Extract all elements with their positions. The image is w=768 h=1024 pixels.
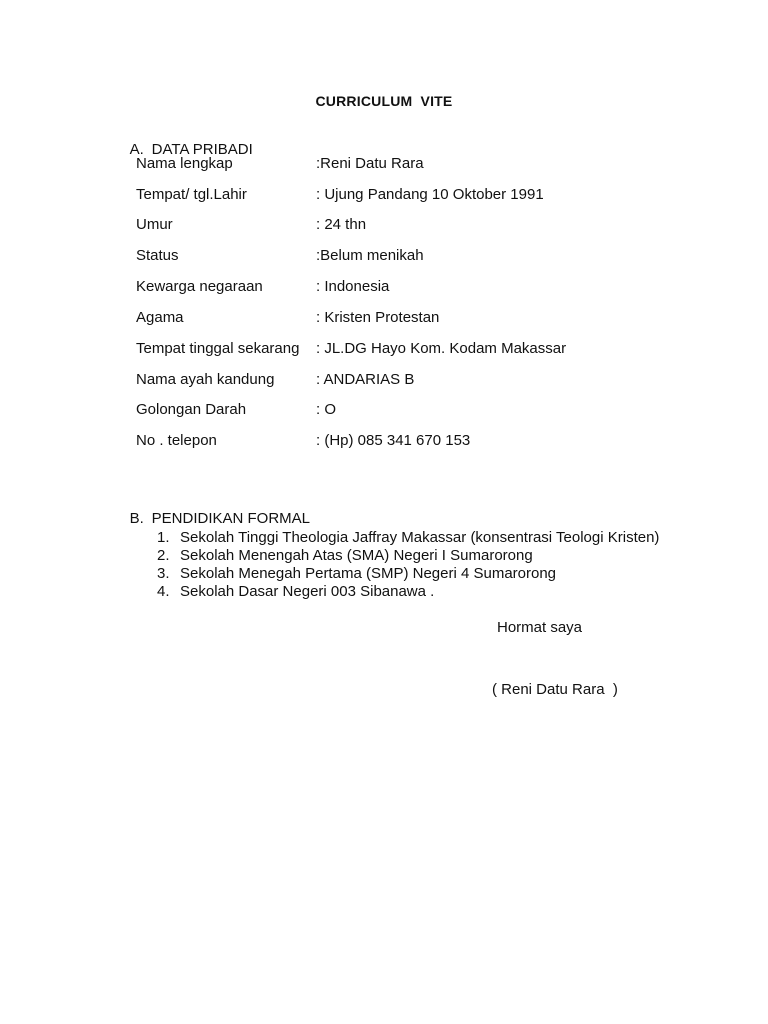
field-value: : 24 thn — [316, 216, 367, 233]
field-label: No . telepon — [136, 432, 217, 449]
field-value: : Ujung Pandang 10 Oktober 1991 — [316, 186, 544, 203]
field-value: :Belum menikah — [316, 247, 424, 264]
field-label: Tempat/ tgl.Lahir — [136, 186, 247, 203]
field-label: Nama lengkap — [136, 155, 233, 172]
list-number: 3. — [157, 565, 170, 582]
personal-data-row — [136, 432, 736, 452]
field-value: : Indonesia — [316, 278, 390, 295]
field-label: Kewarga negaraan — [136, 278, 263, 295]
field-value: : ANDARIAS B — [316, 371, 415, 388]
personal-data-row — [136, 309, 736, 329]
personal-data-row — [136, 278, 736, 298]
field-label: Golongan Darah — [136, 401, 247, 418]
closing-salutation: Hormat saya — [497, 619, 583, 636]
personal-data-row — [136, 401, 736, 421]
field-label: Status — [136, 247, 179, 264]
field-value: : (Hp) 085 341 670 153 — [316, 432, 471, 449]
field-label: Tempat tinggal sekarang — [136, 340, 300, 357]
field-value: : JL.DG Hayo Kom. Kodam Makassar — [316, 340, 567, 357]
signature-name: ( Reni Datu Rara ) — [492, 681, 618, 698]
field-label: Umur — [136, 216, 173, 233]
personal-data-row — [136, 340, 736, 360]
list-text: Sekolah Menengah Atas (SMA) Negeri I Sumarorong — [180, 547, 533, 564]
section-a-letter: A. — [129, 141, 144, 158]
personal-data-row — [136, 247, 736, 267]
list-item — [157, 565, 659, 583]
education-list — [157, 529, 659, 601]
field-value: : O — [316, 401, 337, 418]
field-value: : Kristen Protestan — [316, 309, 440, 326]
field-label: Agama — [136, 309, 184, 326]
personal-data-row — [136, 371, 736, 391]
field-label: Nama ayah kandung — [136, 371, 275, 388]
list-item — [157, 583, 659, 601]
list-text: Sekolah Menegah Pertama (SMP) Negeri 4 Sumarorong — [180, 565, 557, 582]
field-value: :Reni Datu Rara — [316, 155, 424, 172]
list-number: 1. — [157, 529, 170, 546]
list-text: Sekolah Tinggi Theologia Jaffray Makassar (konsentrasi Teologi Kristen) — [180, 529, 660, 546]
section-b-letter: B. — [129, 510, 144, 527]
list-item — [157, 529, 659, 547]
section-a-title: DATA PRIBADI — [151, 141, 253, 158]
list-item — [157, 547, 659, 565]
list-number: 2. — [157, 547, 170, 564]
personal-data-row — [136, 216, 736, 236]
document-title: CURRICULUM VITE — [315, 93, 453, 109]
personal-data-row — [136, 155, 736, 175]
section-b-title: PENDIDIKAN FORMAL — [151, 510, 311, 527]
list-number: 4. — [157, 583, 170, 600]
list-text: Sekolah Dasar Negeri 003 Sibanawa . — [180, 583, 435, 600]
personal-data-row — [136, 186, 736, 206]
